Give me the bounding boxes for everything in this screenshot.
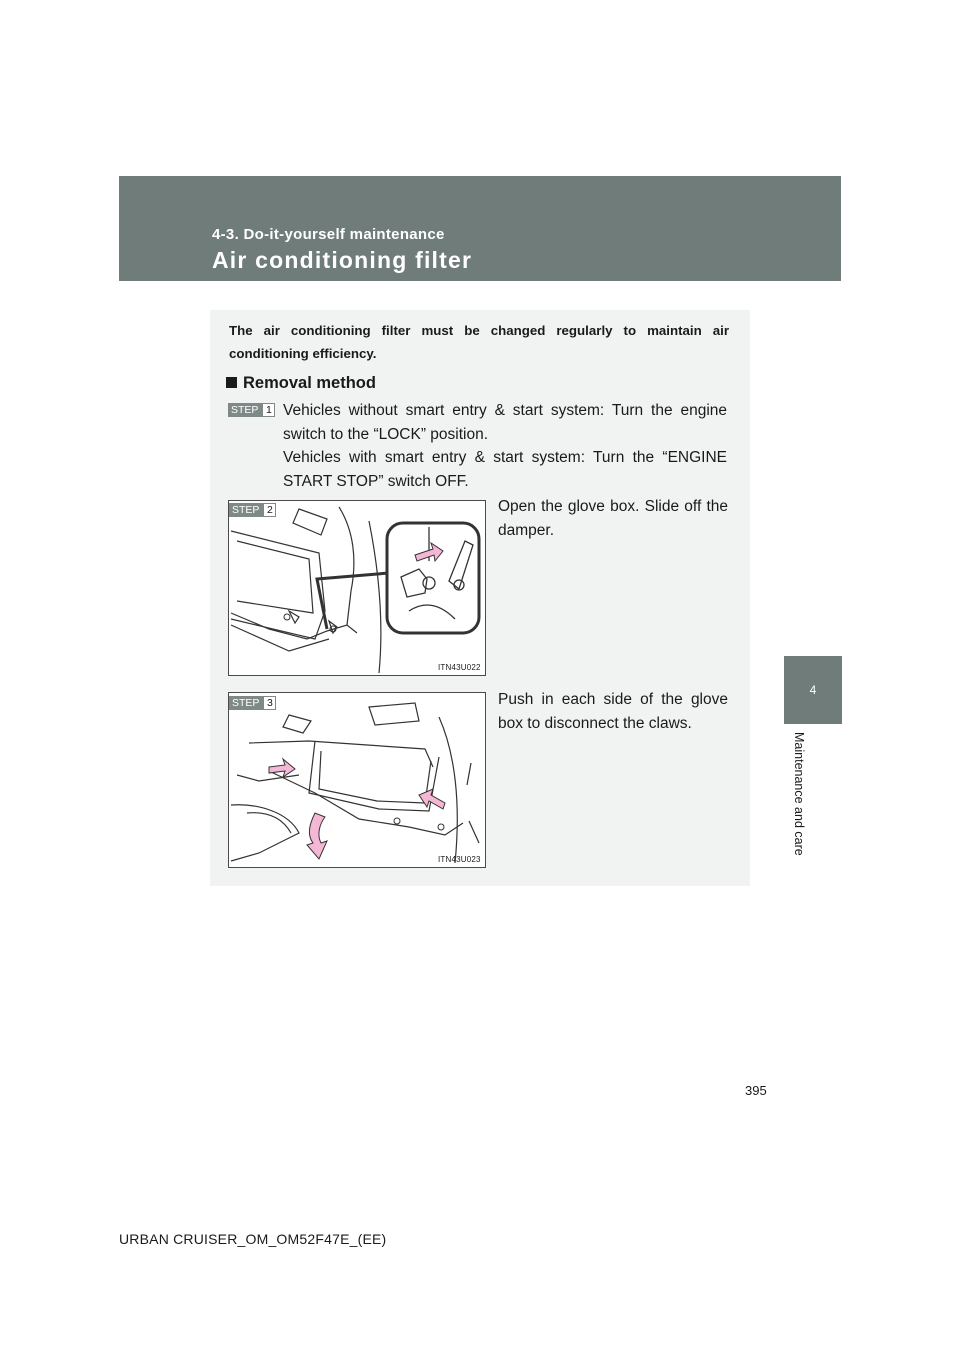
step-1-badge: STEP 1 (228, 403, 275, 417)
step-3-text: Push in each side of the glove box to disconnect the claws. (498, 691, 728, 732)
page-number: 395 (745, 1083, 767, 1098)
open-arrow-icon (307, 813, 327, 859)
chapter-number: 4 (809, 683, 817, 697)
square-bullet-icon (226, 377, 237, 388)
step-2-badge: STEP 2 (229, 503, 276, 517)
step-1-line-2: Vehicles with smart entry & start system: Turn the “ENGINE START STOP” switch OFF. (283, 449, 727, 490)
glove-box-claws-drawing (229, 693, 485, 867)
push-arrow-right-icon (419, 789, 445, 809)
step-2-text: Open the glove box. Slide off the damper. (498, 498, 728, 539)
step-1-text (283, 399, 727, 493)
subheading (226, 374, 376, 393)
illustration-code: ITN43U023 (438, 855, 481, 864)
illustration-code: ITN43U022 (438, 663, 481, 672)
page-title: Air conditioning filter (212, 247, 473, 273)
content-panel (210, 310, 750, 886)
subheading-text: Removal method (243, 374, 376, 392)
intro-text: The air conditioning filter must be changed regularly to maintain air conditioning efficiency. (229, 323, 729, 361)
step-1-line-1: Vehicles without smart entry & start system: Turn the engine switch to the “LOCK” position. (283, 402, 727, 443)
chapter-header (119, 176, 841, 281)
push-arrow-left-icon (269, 759, 295, 777)
step-3-badge: STEP 3 (229, 696, 276, 710)
footer-code: URBAN CRUISER_OM_OM52F47E_(EE) (119, 1231, 387, 1247)
chapter-tab (784, 656, 842, 724)
chapter-label: Maintenance and care (792, 732, 806, 856)
section-title: 4-3. Do-it-yourself maintenance (212, 226, 445, 243)
step-2-illustration (228, 500, 486, 676)
glove-box-damper-drawing (229, 501, 485, 675)
step-3-illustration (228, 692, 486, 868)
